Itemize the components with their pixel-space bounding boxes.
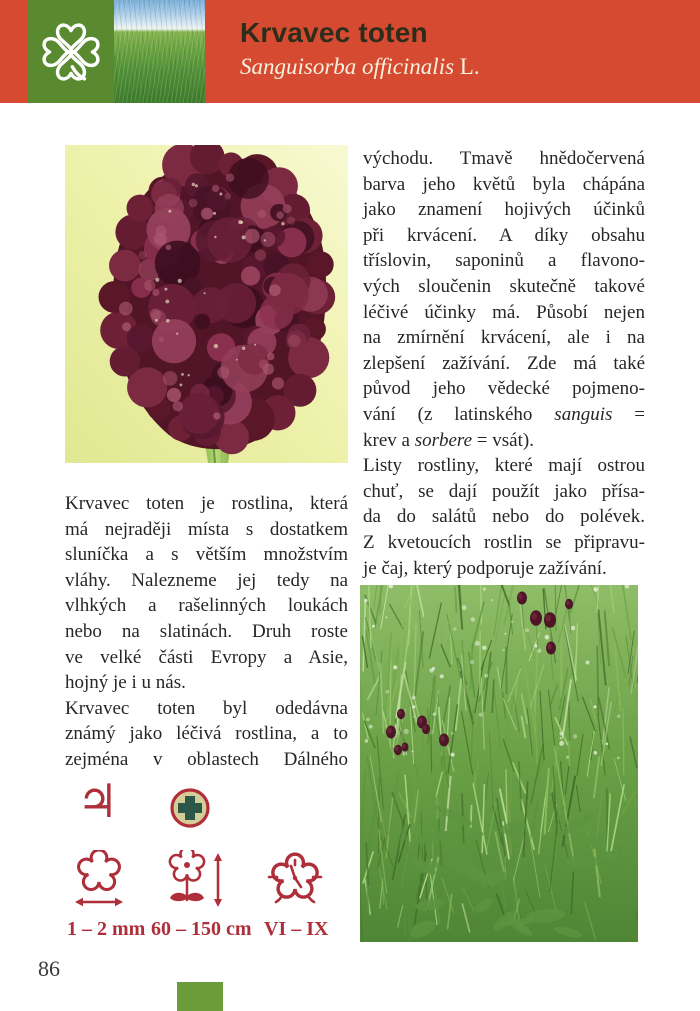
meadow-thumbnail-photo (114, 0, 205, 103)
latin-name-author: L. (454, 54, 480, 79)
text-line: ve velké části Evropy a Asie, (65, 646, 348, 668)
perennial-jupiter-icon: ♃ (77, 774, 119, 828)
four-leaf-clover-icon (38, 17, 104, 87)
text-line: jako znamení hojivých účinků (363, 199, 645, 221)
text-line: zejména v oblastech Dálného (65, 748, 348, 770)
left-text-column (65, 491, 348, 773)
text-line: Krvavec toten je rostlina, která (65, 493, 348, 514)
footer-green-rectangle (177, 982, 223, 1011)
clover-badge (28, 0, 114, 103)
text-line: nebo na slatinách. Druh roste (65, 620, 348, 642)
text-line: léčivé účinky má. Působí nejen (363, 301, 645, 323)
text-line: da do salátů nebo do polévek. (363, 506, 645, 528)
text-line: původ jeho vědecké pojmeno- (363, 378, 645, 400)
text-line: vých sloučenin skutečně takové (363, 275, 645, 297)
text-line: vláhy. Nalezneme jej tedy na (65, 569, 348, 591)
text-line: chuť, se dají použít jako přísa- (363, 480, 645, 502)
text-line: tříslovin, saponinů a flavono- (363, 250, 645, 272)
flowering-time-icon (266, 850, 324, 915)
right-text-column (363, 146, 645, 581)
text-line: vlhkých a rašelinných loukách (65, 595, 348, 617)
latin-name-italic: Sanguisorba officinalis (240, 54, 455, 79)
text-line: na zmírnění krvácení, ale i na (363, 327, 645, 349)
text-line: zlepšení zažívání. Zde má také (363, 352, 645, 374)
meadow-photo (360, 585, 638, 942)
page-number: 86 (38, 956, 60, 981)
text-line: sluníčka a s větším množstvím (65, 544, 348, 566)
page-header (0, 0, 700, 103)
page-title: Krvavec toten (240, 17, 428, 48)
text-line: hojný je i u nás. (65, 672, 186, 694)
medicinal-plant-icon (169, 787, 211, 829)
text-line: známý jako léčivá rostlina, a to (65, 723, 348, 745)
text-line: východu. Tmavě hnědočervená (363, 148, 645, 169)
flower-size-value: 1 – 2 mm (67, 918, 146, 940)
text-line: Listy rostliny, které mají ostrou (363, 455, 645, 477)
flowering-months-value: VI – IX (264, 918, 329, 940)
text-line: Z kvetoucích rostlin se připravu- (363, 531, 645, 553)
text-line: barva jeho květů byla chápána (363, 173, 645, 195)
flower-closeup-art (65, 145, 348, 463)
meadow-art (360, 585, 638, 942)
plant-height-icon (166, 850, 228, 915)
flower-closeup-photo (65, 145, 348, 463)
text-line: vání (z latinského sanguis = (363, 403, 645, 425)
text-line: je čaj, který podporuje zažívání. (363, 557, 607, 579)
latin-name (240, 54, 480, 80)
plant-height-value: 60 – 150 cm (151, 918, 252, 940)
flower-size-icon (72, 850, 128, 915)
text-line: Krvavec toten byl odedávna (65, 697, 348, 719)
text-line: má nejraději místa s dostatkem (65, 518, 348, 540)
text-line: krev a sorbere = vsát). (363, 429, 534, 451)
text-line: při krvácení. A díky obsahu (363, 224, 645, 246)
